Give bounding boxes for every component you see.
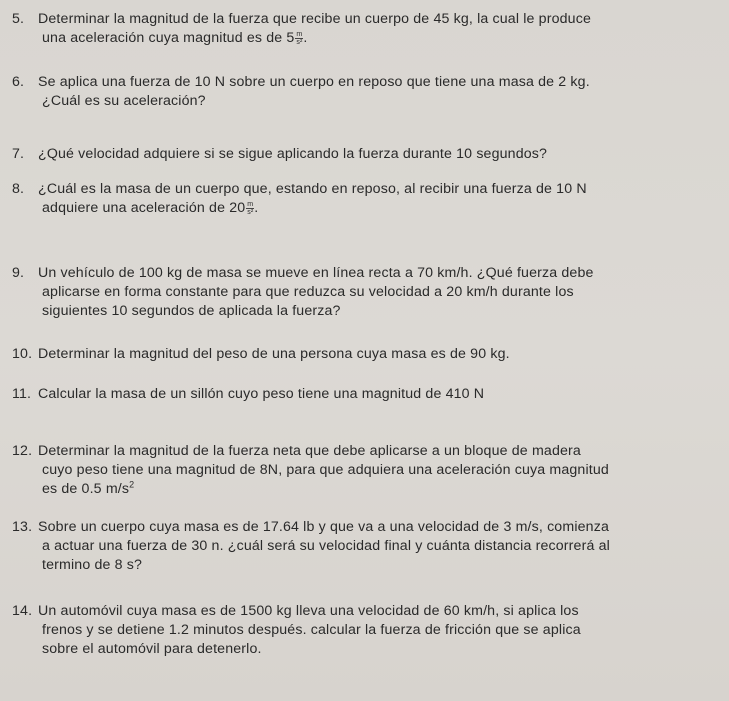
question-14 <box>12 602 705 659</box>
question-text: adquiere una aceleración de 20 <box>42 200 246 216</box>
question-number: 6. <box>12 74 25 90</box>
question-number: 5. <box>12 11 25 27</box>
question-6 <box>12 73 705 111</box>
question-text: aplicarse en forma constante para que reduzca su velocidad a 20 km/h durante los <box>42 284 574 300</box>
fraction-numerator: m <box>296 30 303 38</box>
question-number: 12. <box>12 443 33 459</box>
question-10 <box>12 345 705 364</box>
question-number: 8. <box>12 181 25 197</box>
question-text: . <box>303 30 308 46</box>
question-text: ¿Cuál es su aceleración? <box>42 93 206 109</box>
question-text: termino de 8 s? <box>42 557 143 573</box>
question-text: cuyo peso tiene una magnitud de 8N, para que adquiera una aceleración cuya magnitud <box>42 462 609 478</box>
fraction-denominator: s² <box>296 38 303 46</box>
question-number: 14. <box>12 603 33 619</box>
question-text: ¿Cuál es la masa de un cuerpo que, estando en reposo, al recibir una fuerza de 10 N <box>38 181 587 197</box>
question-text: siguientes 10 segundos de aplicada la fuerza? <box>42 303 341 319</box>
question-text: . <box>254 200 259 216</box>
question-text: Se aplica una fuerza de 10 N sobre un cuerpo en reposo que tiene una masa de 2 kg. <box>38 74 590 90</box>
question-text: sobre el automóvil para detenerlo. <box>42 641 262 657</box>
question-number: 13. <box>12 519 33 535</box>
question-9 <box>12 264 705 321</box>
question-number: 7. <box>12 146 25 162</box>
question-text: Sobre un cuerpo cuya masa es de 17.64 lb y que va a una velocidad de 3 m/s, comienza <box>38 519 609 535</box>
question-text: Determinar la magnitud de la fuerza neta que debe aplicarse a un bloque de madera <box>38 443 581 459</box>
fraction-numerator: m <box>247 200 254 208</box>
question-text: Un automóvil cuya masa es de 1500 kg lleva una velocidad de 60 km/h, si aplica los <box>38 603 579 619</box>
question-number: 9. <box>12 265 25 281</box>
question-text: es de 0.5 m/s <box>42 481 130 497</box>
question-text: Determinar la magnitud del peso de una persona cuya masa es de 90 kg. <box>38 346 510 362</box>
question-number: 10. <box>12 346 33 362</box>
question-text: Determinar la magnitud de la fuerza que recibe un cuerpo de 45 kg, la cual le produce <box>38 11 591 27</box>
exponent: 2 <box>129 479 135 490</box>
question-11 <box>12 385 705 404</box>
question-5 <box>12 10 705 48</box>
question-text: frenos y se detiene 1.2 minutos después. calcular la fuerza de fricción que se aplica <box>42 622 581 638</box>
question-text: Calcular la masa de un sillón cuyo peso tiene una magnitud de 410 N <box>38 386 485 402</box>
question-12 <box>12 442 705 499</box>
question-7 <box>12 145 705 164</box>
question-text: Un vehículo de 100 kg de masa se mueve en línea recta a 70 km/h. ¿Qué fuerza debe <box>38 265 594 281</box>
question-8 <box>12 180 705 218</box>
fraction-denominator: s² <box>247 208 254 216</box>
question-text: ¿Qué velocidad adquiere si se sigue aplicando la fuerza durante 10 segundos? <box>38 146 548 162</box>
question-13 <box>12 518 705 575</box>
question-text: a actuar una fuerza de 30 n. ¿cuál será su velocidad final y cuánta distancia recorrerá al <box>42 538 610 554</box>
question-number: 11. <box>12 386 32 402</box>
question-text: una aceleración cuya magnitud es de 5 <box>42 30 295 46</box>
